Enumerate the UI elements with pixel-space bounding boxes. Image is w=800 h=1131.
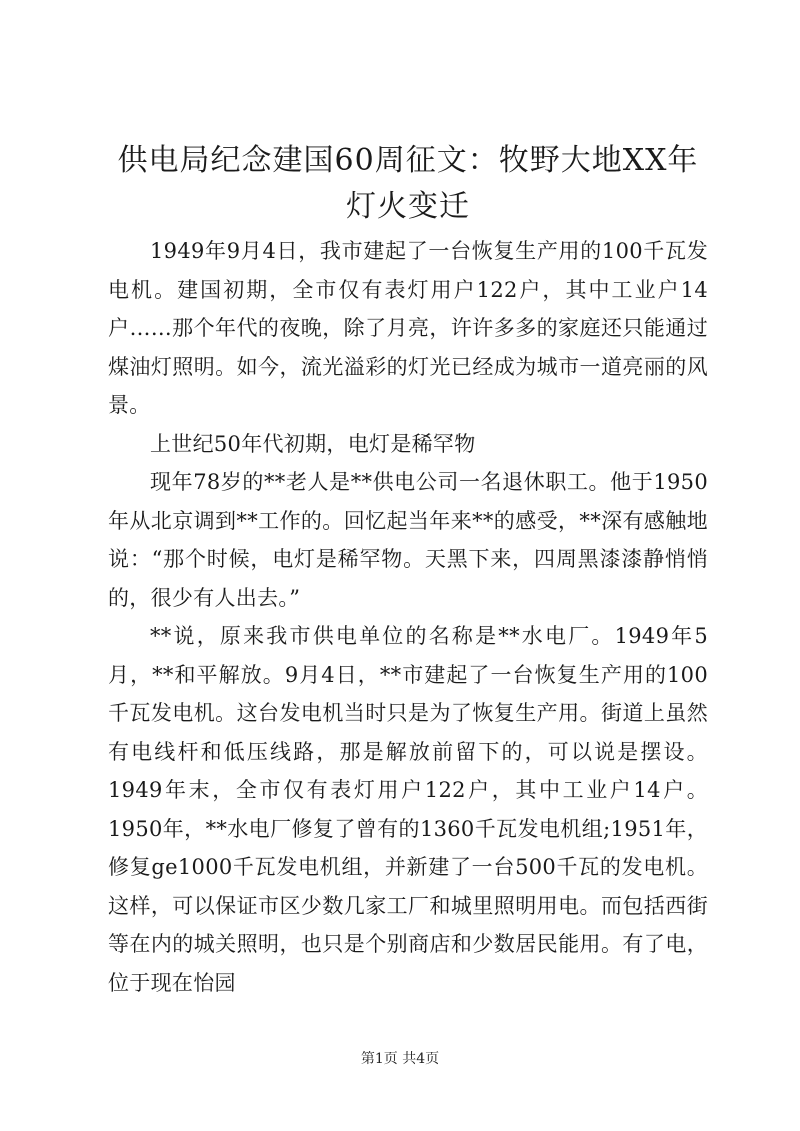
document-title: 供电局纪念建国60周征文：牧野大地XX年灯火变迁 <box>117 143 699 224</box>
paragraph-recollection: 现年78岁的**老人是**供电公司一名退休职工。他于1950年从北京调到**工作的。回忆起当年来**的感受，**深有感触地说：“那个时候，电灯是稀罕物。天黑下来，四周黑漆漆静悄悄的，很少有人出去。” <box>108 470 708 610</box>
paragraph-history: **说，原来我市供电单位的名称是**水电厂。1949年5月，**和平解放。9月4日，**市建起了一台恢复生产用的100千瓦发电机。这台发电机当时只是为了恢复生产用。街道上虽然有电线杆和低压线路，那是解放前留下的，可以说是摆设。1949年末，全市仅有表灯用户122户，其中工业户14户。1950年，**水电厂修复了曾有的1360千瓦发电机组;1951年，修复ge1000千瓦发电机组，并新建了一台500千瓦的发电机。这样，可以保证市区少数几家工厂和城里照明用电。而包括西街等在内的城关照明，也只是个别商店和少数居民能用。有了电，位于现在怡园 <box>108 624 708 995</box>
section-subheading: 上世纪50年代初期，电灯是稀罕物 <box>150 431 476 456</box>
paragraph-intro: 1949年9月4日，我市建起了一台恢复生产用的100千瓦发电机。建国初期，全市仅有表灯用户122户，其中工业户14户……那个年代的夜晚，除了月亮，许许多多的家庭还只能通过煤油灯照明。如今，流光溢彩的灯光已经成为城市一道亮丽的风景。 <box>108 239 708 417</box>
document-page <box>108 138 708 1002</box>
page-footer: 第1页 共4页 <box>360 1051 440 1067</box>
